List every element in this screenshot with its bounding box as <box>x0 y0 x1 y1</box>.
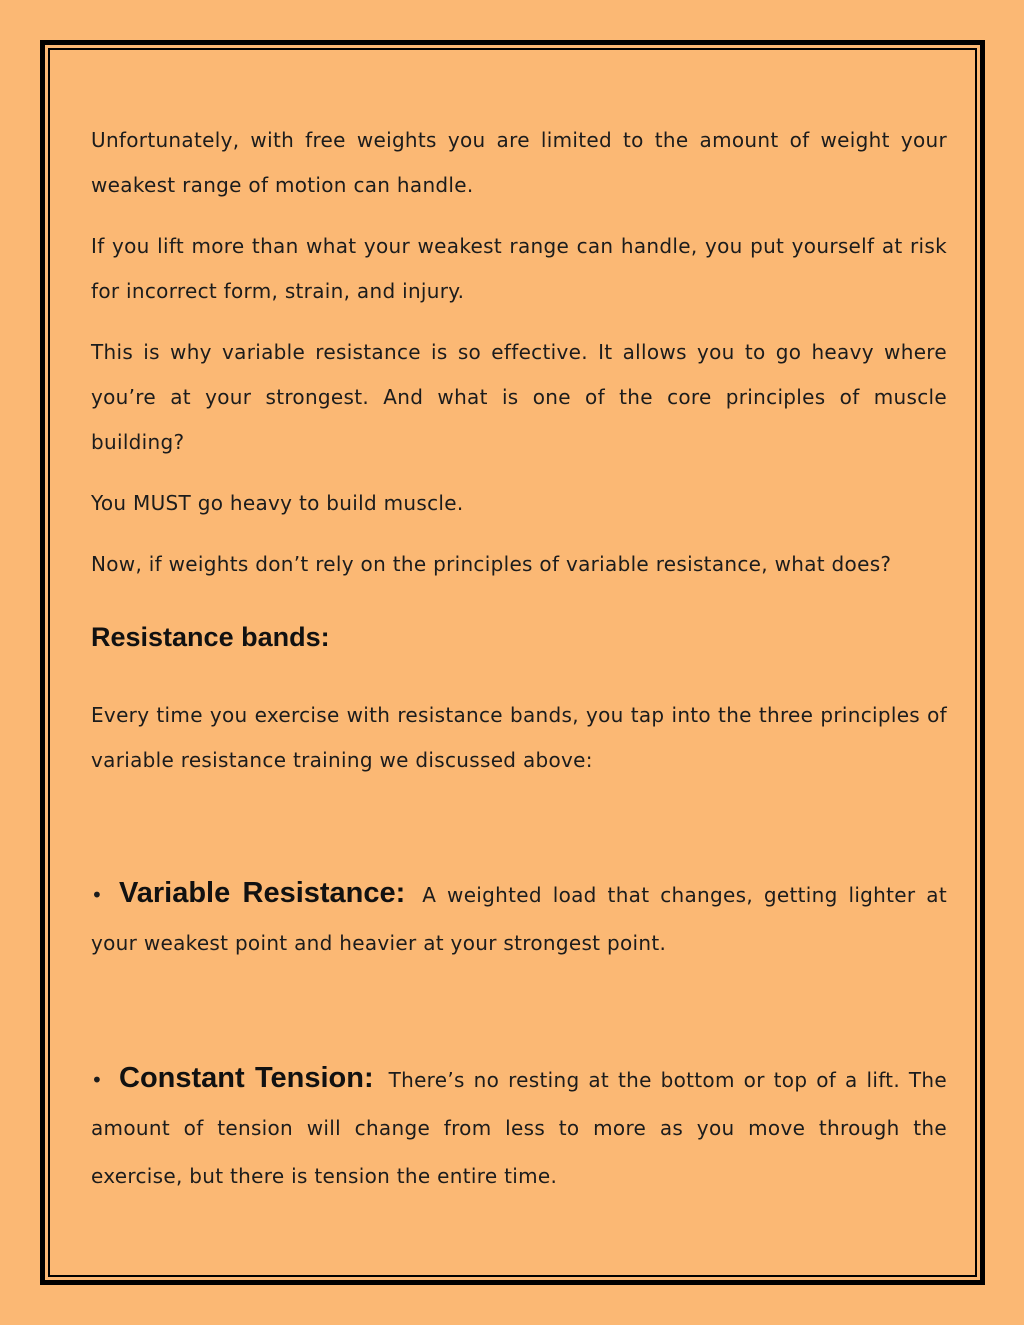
paragraph-free-weights-limit: Unfortunately, with free weights you are limited to the amount of weight your weakest range of motion can handle. <box>91 128 947 197</box>
paragraph-go-heavy: You MUST go heavy to build muscle. <box>91 491 464 515</box>
bullet-marker: • <box>91 1068 104 1092</box>
list-item-variable-resistance <box>91 869 947 967</box>
bullet-title: Constant Tension: <box>119 1062 374 1094</box>
bullet-text: A weighted load that changes, getting lighter at your weakest point and heavier at your strongest point. <box>91 883 947 955</box>
document-body <box>91 118 947 1200</box>
bullet-text: There’s no resting at the bottom or top of a lift. The amount of tension will change from less to more as you move through the exercise, but there is tension the entire time. <box>91 1068 947 1188</box>
bullet-marker: • <box>91 883 104 907</box>
list-item-constant-tension <box>91 1054 947 1200</box>
paragraph-injury-risk: If you lift more than what your weakest range can handle, you put yourself at risk for incorrect form, strain, and injury. <box>91 234 947 303</box>
paragraph-variable-resistance-effective: This is why variable resistance is so effective. It allows you to go heavy where you’re at your strongest. And what is one of the core principles of muscle building? <box>91 340 947 454</box>
bullet-title: Variable Resistance: <box>119 877 406 909</box>
paragraph-question: Now, if weights don’t rely on the principles of variable resistance, what does? <box>91 552 892 576</box>
section-intro: Every time you exercise with resistance bands, you tap into the three principles of variable resistance training we discussed above: <box>91 703 947 772</box>
section-heading: Resistance bands: <box>91 622 330 652</box>
